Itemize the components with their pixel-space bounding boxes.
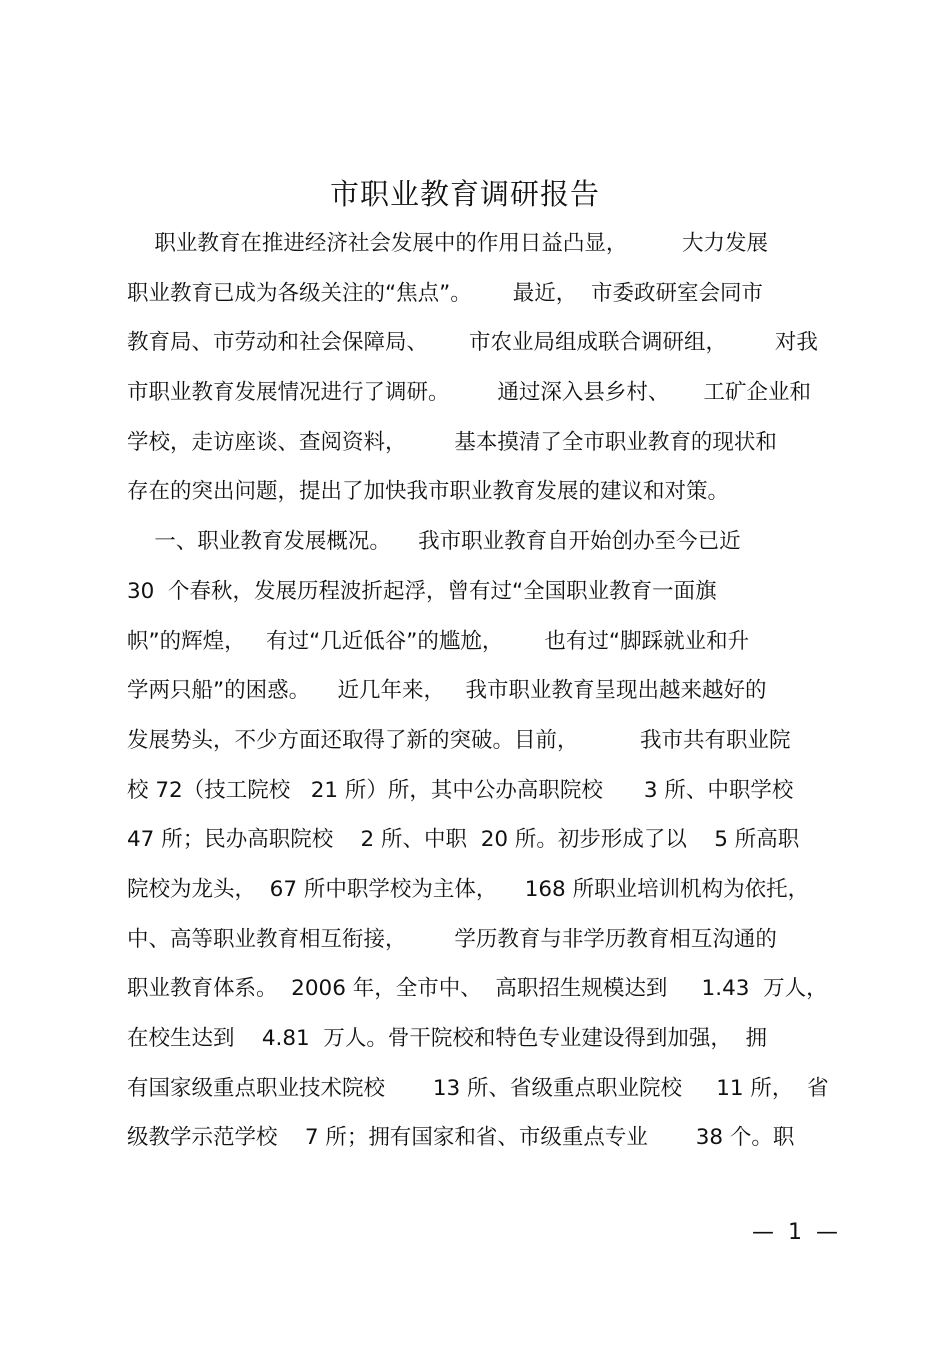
text-line: 30 个春秋，发展历程波折起浮，曾有过“全国职业教育一面旗 [127,578,717,604]
text-line: 发展势头，不少方面还取得了新的突破。目前， 我市共有职业院 [127,727,791,753]
text-line: 校 72（技工院校 21 所）所，其中公办高职院校 3 所、中职学校 [127,777,794,803]
text-line: 市职业教育发展情况进行了调研。 通过深入县乡村、 工矿企业和 [127,380,812,406]
text-line: 47 所；民办高职院校 2 所、中职 20 所。初步形成了以 5 所高职 [127,827,800,853]
text-line: 职业教育在推进经济社会发展中的作用日益凸显， 大力发展 [127,231,769,256]
text-line: 职业教育体系。 2006 年，全市中、 高职招生规模达到 1.43 万人， [127,976,828,1002]
text-line: 学两只船”的困惑。 近几年来， 我市职业教育呈现出越来越好的 [127,678,767,704]
text-line: 级教学示范学校 7 所；拥有国家和省、市级重点专业 38 个。职 [127,1125,795,1151]
text-line: 职业教育已成为各级关注的“焦点”。 最近， 市委政研室会同市 [127,280,763,306]
text-line: 在校生达到 4.81 万人。骨干院校和特色专业建设得到加强， 拥 [127,1026,768,1051]
body-text [127,224,832,1168]
text-line: 院校为龙头， 67 所中职学校为主体， 168 所职业培训机构为依托， [127,876,810,902]
document-title: 市职业教育调研报告 [329,177,600,211]
text-line: 有国家级重点职业技术院校 13 所、省级重点职业院校 11 所， 省 [127,1075,829,1101]
text-line: 中、高等职业教育相互衔接， 学历教育与非学历教育相互沟通的 [127,926,777,952]
text-line: 帜”的辉煌， 有过“几近低谷”的尴尬， 也有过“脚踩就业和升 [127,628,750,654]
text-line: 教育局、市劳动和社会保障局、 市农业局组成联合调研组， 对我 [127,330,818,356]
page-number: — 1 — [752,1220,838,1245]
text-line: 一、职业教育发展概况。 我市职业教育自开始创办至今已近 [127,529,741,555]
text-line: 存在的突出问题，提出了加快我市职业教育发展的建议和对策。 [127,479,730,505]
text-line: 学校，走访座谈、查阅资料， 基本摸清了全市职业教育的现状和 [127,429,777,455]
